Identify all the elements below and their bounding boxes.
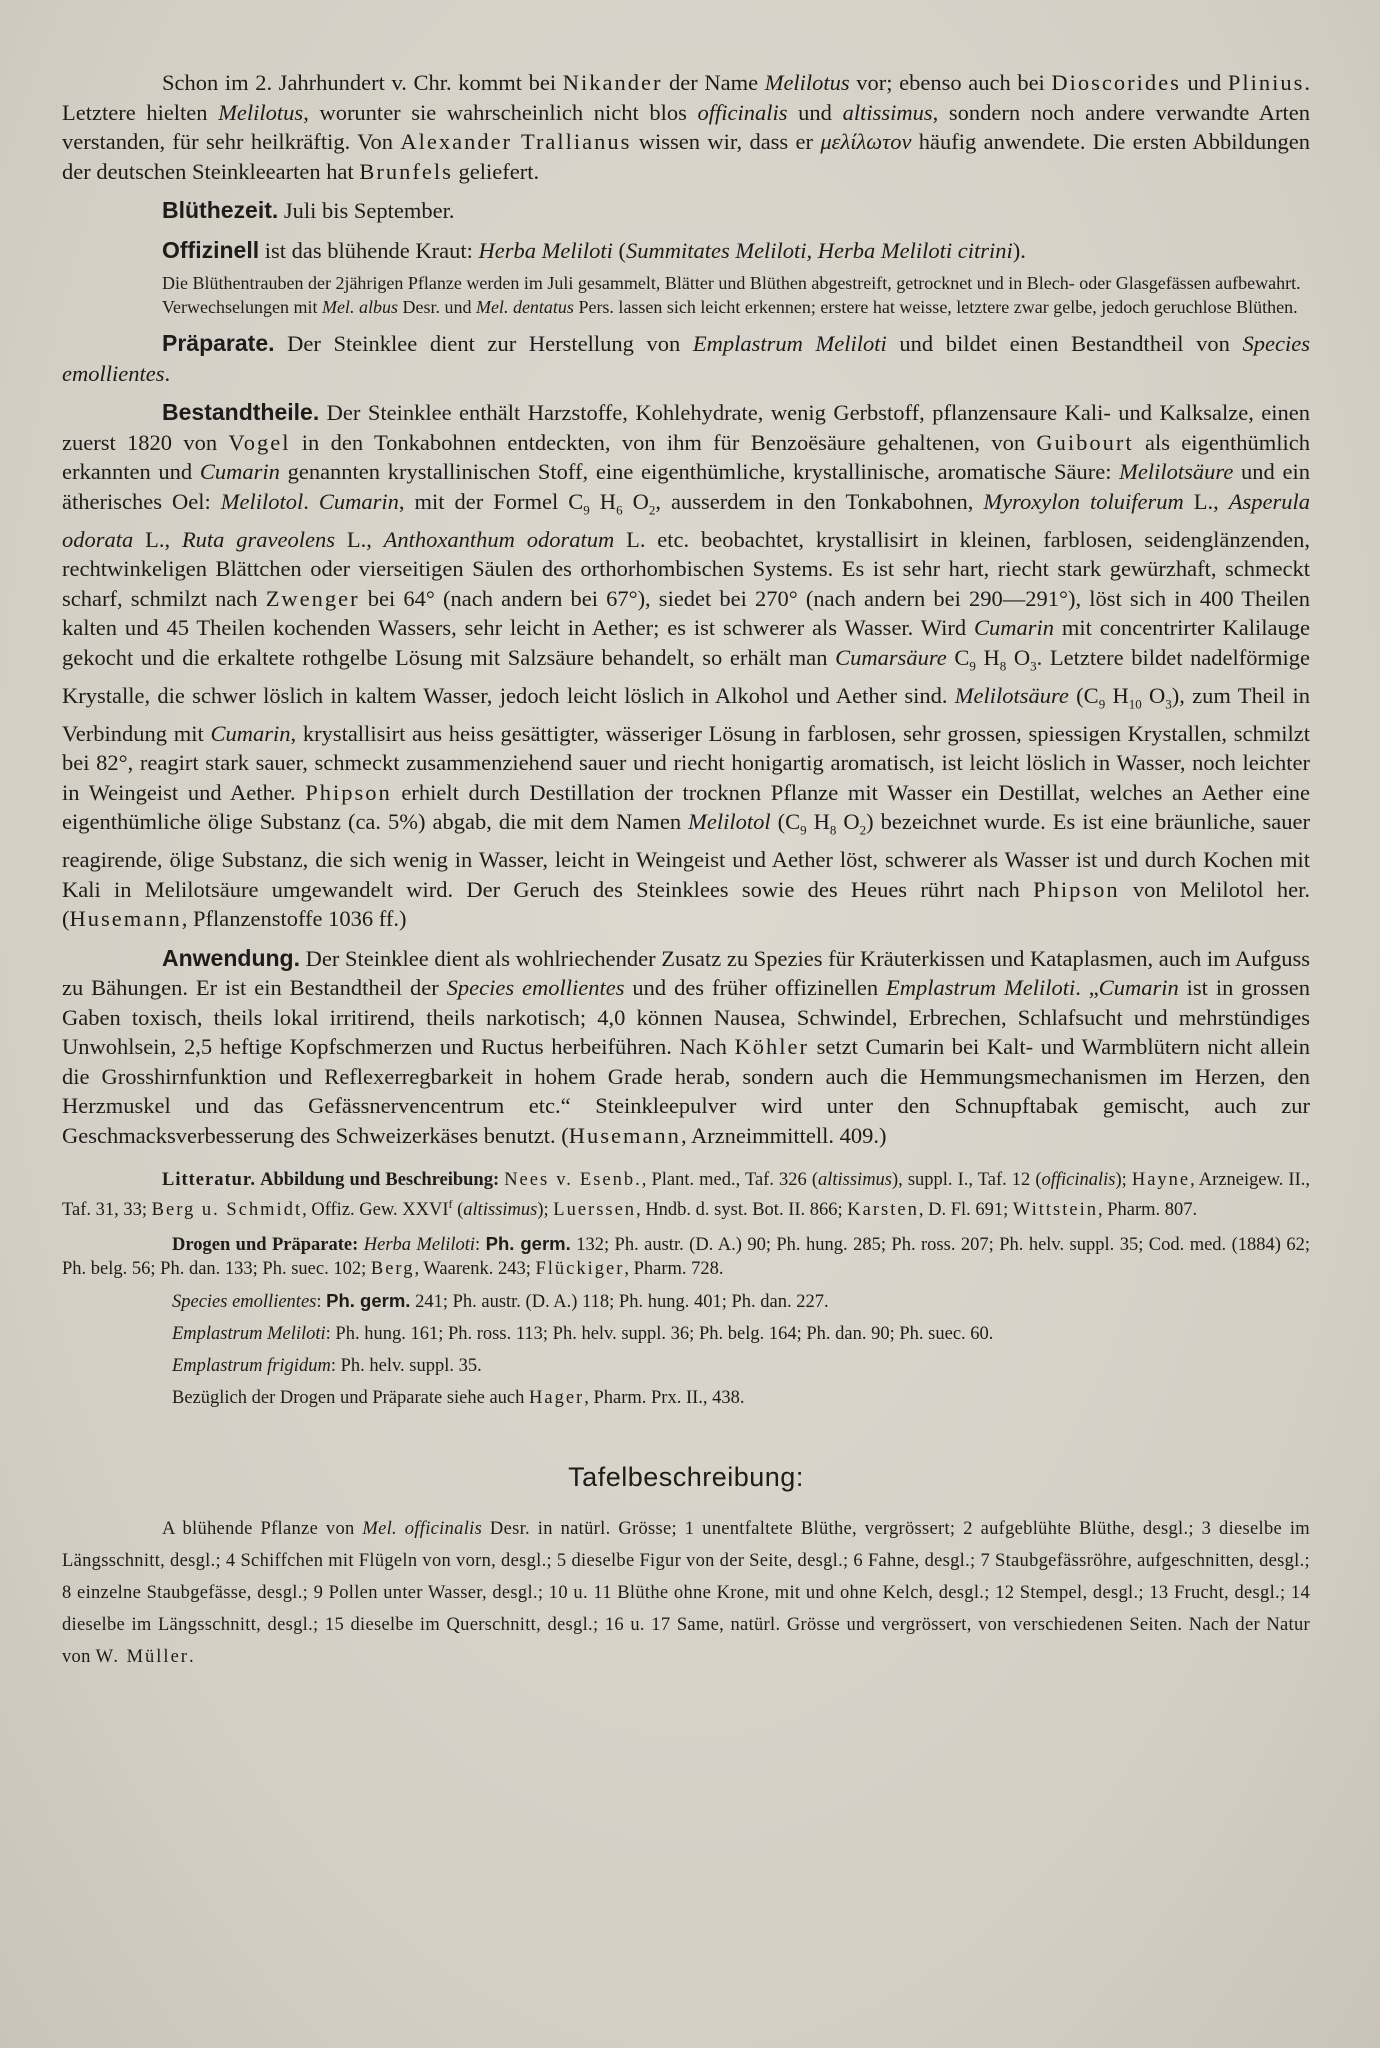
section-heading: Blüthezeit. (162, 197, 279, 223)
text-span: L., (133, 526, 182, 552)
text-span: bei 64° (nach andern bei 67°), siedet bei 270° (nach andern bei 290—291°), löst sich in 400 Theilen kalten und 45 Theilen kochenden Wassers, sehr leicht in Aether; es ist schwerer als Wasser. Wird (62, 585, 1311, 640)
subscript: 9 (583, 502, 590, 517)
text-span: und ein ätherisches Oel: (62, 459, 1310, 514)
drug-name: Species emollientes (172, 1292, 317, 1313)
text-span: ). (1012, 237, 1026, 263)
taxon-name: Mel. officinalis (362, 1519, 483, 1540)
offizinell-note-collection (62, 271, 1310, 295)
drug-name: Species emollientes (62, 331, 1310, 386)
text-span: , ausserdem in den Tonkabohnen, (655, 488, 984, 514)
text-span: und (1180, 70, 1228, 95)
text-span: O (622, 488, 649, 514)
praparate-paragraph (62, 329, 1310, 388)
text-span: O (1006, 644, 1031, 670)
subscript: 8 (999, 658, 1007, 673)
text-span: (C (1068, 682, 1099, 708)
text-span: Desr. und (397, 297, 476, 317)
text-span: H (975, 644, 1000, 670)
text-span: 132; Ph. austr. (D. A.) 90; Ph. hung. 285; Ph. ross. 207; Ph. helv. suppl. 35; Cod. med. (1884) 62; Ph. belg. 56; Ph. dan. 133; Ph. suec. 102; (62, 1235, 1311, 1280)
text-span: . (164, 360, 171, 386)
drug-name: Emplastrum Meliloti (886, 975, 1076, 1000)
taxon-name: Myroxylon toluiferum (983, 488, 1184, 514)
person-name: Plinius (1227, 70, 1305, 95)
text-span: : Ph. helv. suppl. 35. (330, 1356, 482, 1377)
text-span: Desr. in natürl. Grösse; 1 unentfaltete Blüthe, vergrössert; 2 aufgeblühte Blüthe, desgl.; 3 dieselbe im Längsschnitt, desgl.; 4 Schiffchen mit Flügeln von vorn, desgl.; 5 dieselbe Figur von der Seite, desgl.; 6 Fahne, desgl.; 7 Staubgefässröhre, aufgeschnitten, desgl.; 8 einzelne Staubgefässe, desgl.; 9 Pollen unter Wasser, desgl.; 10 u. 11 Blüthe ohne Krone, mit und ohne Kelch, desgl.; 12 Stempel, desgl.; 13 Frucht, desgl.; 14 dieselbe im Längsschnitt, desgl.; 15 dieselbe im Querschnitt, desgl.; 16 u. 17 Same, natürl. Grösse und vergrössert, von verschiedenen Seiten. Nach der Natur von (62, 1519, 1310, 1668)
text-span: : Ph. hung. 161; Ph. ross. 113; Ph. helv. suppl. 36; Ph. belg. 164; Ph. dan. 90; Ph. suec. 60. (325, 1324, 994, 1345)
drug-name: Herba Meliloti (363, 1235, 476, 1256)
text-span: : (316, 1292, 327, 1313)
text-span: : (475, 1235, 486, 1256)
section-heading: Bestandtheile. (162, 399, 320, 425)
taxon-name: Melilotus (764, 70, 850, 95)
drug-name: Emplastrum Meliloti (172, 1324, 326, 1345)
text-span: H (589, 488, 617, 514)
person-name: Berg u. Schmidt (151, 1200, 303, 1221)
compound-name: Melilotol (220, 488, 304, 514)
person-name: Köhler (734, 1034, 810, 1059)
intro-paragraph (62, 68, 1310, 186)
person-name: Alexander Trallianus (400, 129, 632, 154)
subscript: 8 (829, 822, 837, 838)
bezuglich-line (62, 1386, 1310, 1410)
text-span: ); (537, 1200, 554, 1221)
drug-name: Herba Meliloti (478, 237, 613, 263)
text-span: ist in grossen Gaben toxisch, theils lokal irritirend, theils narkotisch; 4,0 können Nausea, Schwindel, Erbrechen, Schlafsucht und mehrstündiges Unwohlsein, 2,5 heftige Kopfschmerzen und Ructus herbeiführen. Nach (62, 975, 1310, 1059)
text-span: und des früher offizinellen (624, 975, 887, 1000)
compound-name: Cumarin (973, 615, 1054, 640)
text-span: , Plant. med., Taf. 326 ( (641, 1170, 818, 1190)
text-span: . „ (1075, 975, 1099, 1000)
compound-name: Cumarin (318, 488, 399, 514)
text-span: 241; Ph. austr. (D. A.) 118; Ph. hung. 401; Ph. dan. 227. (410, 1292, 829, 1313)
compound-name: Melilotsäure (1119, 459, 1234, 484)
person-name: Zwenger (265, 585, 360, 611)
text-span: , Arzneigew. II., Taf. 31, 33; (62, 1170, 1311, 1221)
subheading: Abbildung und Beschreibung: (256, 1170, 500, 1190)
text-span: (C (770, 809, 801, 834)
compound-name: Cumarin (199, 459, 280, 484)
text-span: , Pharm. Prx. II., 438. (584, 1388, 745, 1409)
text-span: umgewandelt wird. Der Geruch des Steinklees sowie des Heues rührt nach (258, 876, 1034, 902)
text-span: L. etc. beobachtet, krystallisirt in kleinen, farblosen, seidenglänzenden, rechtwinkeligen Blättchen oder vierseitigen Säulen des orthorhombischen Systems. Es ist sehr hart, riecht stark gewürzhaft, schmeckt scharf, schmilzt nach (62, 526, 1310, 611)
section-heading: Litteratur. (162, 1170, 257, 1190)
text-span: , Hndb. d. syst. Bot. II. 866; (636, 1200, 848, 1221)
person-name: Phipson (1033, 876, 1120, 902)
drug-name: Emplastrum Meliloti (692, 331, 887, 356)
text-span: , Pharm. 728. (624, 1259, 724, 1280)
pharmacopoeia-name: Ph. germ. (485, 1233, 571, 1255)
compound-name: Cumarin (210, 720, 291, 746)
text-span: H (806, 809, 830, 834)
subscript: 9 (800, 822, 807, 838)
subscript: 10 (1128, 696, 1142, 711)
taxon-name: Melilotus (218, 99, 304, 125)
compound-name: Melilotsäure (954, 682, 1069, 708)
pharmacopoeia-name: Ph. germ. (326, 1290, 411, 1312)
compound-name: Cumarsäure (835, 644, 947, 670)
person-name: Phipson (305, 779, 392, 805)
section-heading: Präparate. (162, 330, 275, 356)
subscript: 6 (616, 502, 623, 517)
text-span: . (188, 1647, 194, 1668)
taxon-name: officinalis (1041, 1170, 1116, 1190)
person-name: Hager (529, 1388, 585, 1409)
person-name: W. Müller (95, 1647, 189, 1668)
text-span: genannten krystallinischen Stoff, eine eigenthümliche, krystallinische, aromatische Säure: (279, 459, 1120, 484)
subscript: 9 (969, 658, 976, 673)
drogen-paragraph (62, 1232, 1310, 1281)
person-name: Nikander (562, 70, 663, 95)
text-span: ( (612, 237, 626, 263)
taxon-name: Mel. albus (321, 297, 398, 317)
taxon-name: officinalis (697, 99, 788, 125)
person-name: Vogel (228, 429, 291, 455)
person-name: Nees v. Esenb. (504, 1170, 642, 1190)
text-span: O (836, 809, 860, 834)
person-name: Berg (370, 1259, 415, 1280)
text-span: , Pharm. 807. (1097, 1200, 1198, 1221)
text-span: als eigenthümlich erkannten und (62, 429, 1310, 484)
section-heading: Drogen und Präparate: (172, 1235, 359, 1256)
text-span: wissen wir, dass er (631, 129, 821, 154)
text-span: , sondern noch andere verwandte Arten verstanden, für sehr heilkräftig. Von (62, 99, 1310, 154)
text-span: Schon im 2. Jahrhundert v. Chr. kommt bei (162, 70, 563, 95)
text-span: Der Steinklee dient zur Herstellung von (274, 331, 693, 356)
text-span: L., (1183, 488, 1229, 514)
text-span: , D. Fl. 691; (918, 1200, 1013, 1221)
text-span: Pers. lassen sich leicht erkennen; erstere hat weisse, letztere zwar gelbe, jedoch geruchlose Blüthen. (573, 297, 1298, 317)
drug-name: Summitates Meliloti, Herba Meliloti citrini (625, 237, 1013, 263)
text-span: vor; ebenso auch bei (849, 70, 1052, 95)
person-name: Dioscorides (1051, 70, 1181, 95)
person-name: Husemann (568, 1122, 681, 1148)
greek-word: μελίλωτον (820, 129, 912, 154)
text-span: L., (335, 526, 384, 552)
text-span: und bildet einen Bestandtheil von (886, 331, 1243, 356)
text-span: A blühende Pflanze von (162, 1519, 363, 1540)
text-span: , Waarenk. 243; (414, 1259, 536, 1280)
text-span: und (787, 99, 843, 125)
section-heading: Anwendung. (162, 944, 300, 971)
person-name: Luerssen (553, 1200, 637, 1221)
bestandtheile-paragraph (62, 398, 1310, 934)
subscript: 3 (1165, 696, 1172, 711)
text-span: H (1105, 682, 1129, 708)
taxon-name: altissimus (842, 99, 933, 125)
text-span: setzt Cumarin bei Kalt- und Warmblütern nicht allein die Grosshirnfunktion und Reflexerregbarkeit in hohem Grade herab, sondern auch die Hemmungsmechanismen im Herzen, den Herzmuskel und das Gefässnervencentrum etc.“ Steinkleepulver wird unter den Schnupftabak gemischt, auch zur Geschmacksverbesserung des Schweizerkäses benutzt. ( (62, 1034, 1310, 1148)
subscript: 9 (1098, 696, 1106, 711)
frigidum-line (62, 1354, 1310, 1378)
text-span: mit concentrirter Kalilauge gekocht und die erkaltete rothgelbe Lösung mit Salzsäure behandelt, so erhält man (62, 615, 1310, 670)
person-name: Brunfels (359, 158, 453, 184)
text-span: häufig anwendete. Die ersten Abbildungen der deutschen Steinkleearten hat (62, 129, 1310, 184)
text-span: Der Steinklee dient als wohlriechender Zusatz zu Spezies für Kräuterkissen und Kataplasmen, auch im Aufguss zu Bähungen. Er ist ein Bestandtheil der (62, 945, 1310, 1000)
text-span: , mit der Formel C (398, 488, 584, 514)
text-span: ( (452, 1200, 464, 1221)
taxon-name: altissimus (817, 1170, 893, 1190)
litteratur-paragraph (62, 1168, 1310, 1222)
bluthezeit-paragraph (62, 196, 1310, 226)
taxon-name: altissimus (463, 1200, 538, 1221)
person-name: Guibourt (1036, 429, 1134, 455)
subscript: 2 (859, 822, 867, 838)
drug-name: Emplastrum frigidum (172, 1356, 331, 1377)
person-name: Husemann (69, 906, 182, 931)
text-span: , Offiz. Gew. XXVI (302, 1200, 449, 1221)
text-span: in den Tonkabohnen entdeckten, von ihm für Benzoësäure gehaltenen, von (290, 429, 1037, 455)
taxon-name: Asperula odorata (62, 488, 1311, 552)
taxon-name: Anthoxanthum odoratum (383, 526, 615, 552)
text-span: der Name (662, 70, 765, 95)
tafel-heading: Tafelbeschreibung: (568, 1462, 804, 1493)
text-span: , krystallisirt aus heiss gesättigter, wässeriger Lösung in farblosen, sehr grossen, spiessigen Krystallen, schmilzt bei 82°, reagirt stark sauer, schmeckt zusammenziehend sauer und riecht honigartig aromatisch, ist leicht löslich in Wasser, noch leichter in Weingeist und Aether. (62, 720, 1310, 805)
text-span: Juli bis September. (278, 198, 455, 223)
drug-name: Species emollientes (446, 975, 625, 1000)
emplastrum-line (62, 1322, 1310, 1346)
person-name: Karsten (847, 1200, 919, 1221)
text-span: Verwechselungen mit (162, 297, 322, 317)
person-name: Flückiger (535, 1259, 625, 1280)
section-heading: Offizinell (162, 236, 260, 263)
text-span: , Arzneimmittell. 409.) (680, 1122, 887, 1148)
tafel-paragraph (62, 1513, 1310, 1673)
text-span: ), zum Theil in Verbindung mit (62, 682, 1311, 746)
text-span: von Melilotol her. ( (62, 876, 1310, 931)
superscript: f (448, 1197, 453, 1211)
species-line (62, 1289, 1310, 1314)
text-span: , worunter sie wahrscheinlich nicht blos (303, 99, 698, 125)
text-span: C (946, 644, 970, 670)
person-name: Hayne (1131, 1170, 1191, 1190)
taxon-name: Ruta graveolens (181, 526, 335, 552)
text-span: ); (1115, 1170, 1132, 1190)
compound-name: Melilotsäure (144, 876, 259, 902)
taxon-name: Mel. dentatus (475, 297, 574, 317)
anwendung-paragraph (62, 944, 1310, 1151)
text-span: Die Blüthentrauben der 2jährigen Pflanze werden im Juli gesammelt, Blätter und Blüthen abgestreift, getrocknet und in Blech- oder Glasgefässen aufbewahrt. (162, 273, 1301, 293)
subscript: 3 (1030, 658, 1037, 673)
compound-name: Melilotol (688, 809, 771, 834)
text-span: , Pflanzenstoffe 1036 ff.) (181, 906, 407, 931)
text-span: Bezüglich der Drogen und Präparate siehe auch (172, 1388, 530, 1409)
text-span: ) bezeichnet wurde. Es ist eine bräunliche, sauer reagirende, ölige Substanz, die sich wenig in Wasser, leicht in Weingeist und Aether löst, schwerer als Wasser ist und durch Kochen mit Kali in (62, 809, 1311, 902)
text-span: O (1141, 682, 1166, 708)
subscript: 2 (648, 502, 656, 517)
text-span: geliefert. (452, 158, 540, 184)
text-span: ist das blühende Kraut: (259, 237, 479, 263)
text-span: ), suppl. I., Taf. 12 ( (892, 1170, 1042, 1190)
offizinell-note-confusion (62, 295, 1310, 319)
offizinell-paragraph (62, 236, 1310, 266)
text-span: erhielt durch Destillation der trocknen Pflanze mit Wasser ein Destillat, welches an Aether eine eigenthümliche ölige Substanz (ca. 5%) abgab, die mit dem Namen (62, 779, 1310, 834)
text-span: . Letztere hielten (62, 70, 1311, 125)
text-span: Der Steinklee enthält Harzstoffe, Kohlehydrate, wenig Gerbstoff, pflanzensaure Kali- und Kalksalze, einen zuerst 1820 von (62, 400, 1310, 455)
text-span: . Letztere bildet nadelförmige Krystalle, die schwer löslich in kaltem Wasser, jedoch leicht löslich in Alkohol und Aether sind. (62, 644, 1311, 708)
compound-name: Cumarin (1098, 975, 1179, 1000)
person-name: Wittstein (1012, 1200, 1098, 1221)
text-span: . (303, 488, 319, 514)
